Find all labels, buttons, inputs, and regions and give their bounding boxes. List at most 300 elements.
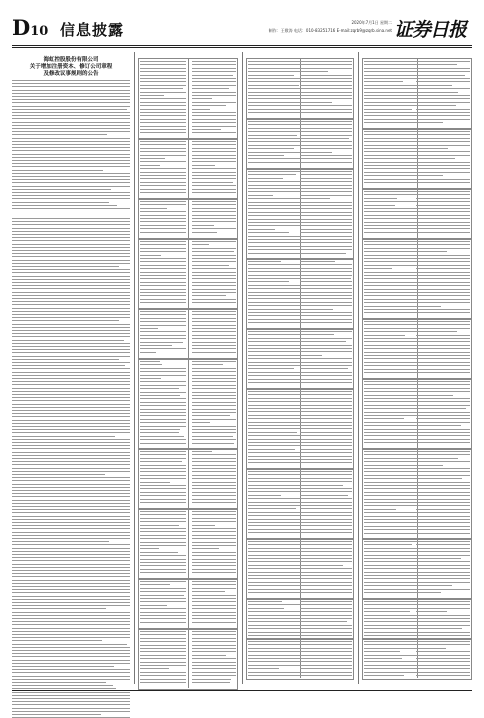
text-line <box>140 244 186 245</box>
text-line <box>12 106 130 107</box>
text-line <box>416 292 470 293</box>
text-line <box>416 225 470 226</box>
text-line <box>300 295 352 296</box>
text-line <box>364 665 420 666</box>
text-line <box>140 78 186 79</box>
text-line <box>364 468 420 469</box>
text-line <box>192 348 236 349</box>
text-line <box>12 532 130 533</box>
text-line <box>248 604 302 605</box>
text-line <box>416 345 470 346</box>
text-line <box>192 552 236 553</box>
text-line <box>192 565 236 566</box>
text-line <box>364 461 420 462</box>
text-line <box>140 268 186 269</box>
text-line <box>140 682 186 683</box>
text-line <box>12 304 130 305</box>
text-line <box>416 499 470 500</box>
text-line <box>12 487 130 488</box>
text-line <box>300 229 352 230</box>
text-line <box>300 278 351 279</box>
text-line <box>12 650 130 651</box>
text-line <box>140 658 186 659</box>
text-line <box>364 541 420 542</box>
text-line <box>12 525 130 526</box>
text-line <box>12 599 130 600</box>
text-line <box>416 401 470 402</box>
text-line <box>192 535 236 536</box>
text-line <box>192 148 236 149</box>
text-line <box>12 208 130 209</box>
text-line <box>192 392 236 393</box>
text-line <box>248 541 302 542</box>
text-line <box>140 148 186 149</box>
text-line <box>140 465 186 466</box>
text-line <box>12 247 130 248</box>
text-line <box>364 641 420 642</box>
text-line <box>300 61 352 62</box>
text-line <box>12 198 130 199</box>
text-line <box>300 668 352 669</box>
text-line <box>12 474 105 475</box>
text-line <box>416 478 462 479</box>
text-line <box>140 595 184 596</box>
text-line <box>300 541 352 542</box>
text-line <box>140 371 186 372</box>
text-line <box>364 398 420 399</box>
cell-divider <box>188 308 189 358</box>
text-line <box>300 382 352 383</box>
text-line <box>192 321 236 322</box>
text-line <box>248 95 302 96</box>
text-line <box>248 162 302 163</box>
text-line <box>300 355 322 356</box>
text-line <box>364 198 397 199</box>
text-line <box>416 465 443 466</box>
text-line <box>140 88 183 89</box>
text-line <box>364 585 418 586</box>
text-line <box>12 711 130 712</box>
text-line <box>416 658 470 659</box>
text-line <box>140 378 161 379</box>
text-line <box>192 115 236 116</box>
text-line <box>12 672 130 673</box>
text-line <box>140 285 186 286</box>
text-line <box>300 362 352 363</box>
text-line <box>12 343 130 344</box>
text-line <box>140 109 186 110</box>
text-line <box>248 348 302 349</box>
text-line <box>192 285 236 286</box>
text-line <box>140 221 186 222</box>
text-line <box>416 131 470 132</box>
text-line <box>416 432 470 433</box>
text-line <box>364 81 403 82</box>
text-line <box>12 166 130 167</box>
text-line <box>140 485 186 486</box>
text-line <box>192 168 236 169</box>
text-line <box>416 165 470 166</box>
text-line <box>416 244 470 245</box>
text-line <box>300 348 352 349</box>
text-line <box>192 175 236 176</box>
text-line <box>12 122 130 123</box>
text-line <box>364 391 420 392</box>
text-line <box>364 248 420 249</box>
text-line <box>364 324 420 325</box>
text-line <box>248 439 302 440</box>
text-line <box>140 289 186 290</box>
text-line <box>416 95 470 96</box>
text-line <box>416 278 470 279</box>
text-line <box>416 261 470 262</box>
text-line <box>416 88 470 89</box>
text-line <box>192 415 230 416</box>
text-line <box>300 285 352 286</box>
text-line <box>300 394 352 395</box>
text-line <box>364 68 420 69</box>
text-line <box>248 495 281 496</box>
text-line <box>364 578 420 579</box>
text-line <box>300 582 352 583</box>
text-line <box>416 604 470 605</box>
text-line <box>364 465 420 466</box>
text-line <box>192 502 236 503</box>
text-line <box>12 301 130 302</box>
text-line <box>192 328 236 329</box>
text-line <box>364 71 420 72</box>
text-line <box>248 355 302 356</box>
text-line <box>300 675 352 676</box>
text-line <box>12 138 130 139</box>
text-line <box>140 612 186 613</box>
text-line <box>300 145 352 146</box>
text-line <box>364 92 420 93</box>
text-line <box>416 561 470 562</box>
text-line <box>416 625 470 626</box>
text-line <box>192 211 236 212</box>
text-line <box>12 365 125 366</box>
text-line <box>300 288 352 289</box>
cell-divider <box>188 58 189 138</box>
text-line <box>300 592 352 593</box>
text-line <box>364 278 420 279</box>
text-line <box>192 368 236 369</box>
text-line <box>192 85 236 86</box>
text-line <box>140 192 186 193</box>
text-line <box>416 109 470 110</box>
text-line <box>248 474 302 475</box>
text-line <box>416 248 470 249</box>
text-line <box>416 435 470 436</box>
text-line <box>248 418 302 419</box>
text-line <box>300 658 352 659</box>
text-line <box>364 488 420 489</box>
text-line <box>192 595 236 596</box>
text-line <box>192 261 236 262</box>
text-line <box>300 519 352 520</box>
text-line <box>12 394 130 395</box>
text-line <box>364 115 420 116</box>
text-line <box>12 317 130 318</box>
text-line <box>248 668 279 669</box>
text-line <box>300 68 352 69</box>
text-line <box>140 282 186 283</box>
text-line <box>364 222 420 223</box>
text-line <box>300 178 352 179</box>
text-line <box>300 148 352 149</box>
text-line <box>300 672 352 673</box>
text-line <box>192 426 236 427</box>
text-line <box>192 272 236 273</box>
text-line <box>248 625 302 626</box>
text-line <box>248 131 302 132</box>
text-line <box>12 439 130 440</box>
text-line <box>12 112 130 113</box>
text-line <box>12 134 107 135</box>
text-line <box>364 61 420 62</box>
text-line <box>12 458 130 459</box>
text-line <box>364 75 420 76</box>
text-line <box>248 608 284 609</box>
text-line <box>364 151 420 152</box>
text-line <box>300 64 352 65</box>
text-line <box>140 392 186 393</box>
cell-divider <box>300 118 301 168</box>
text-line <box>248 394 302 395</box>
text-line <box>364 122 420 123</box>
text-line <box>416 644 470 645</box>
text-line <box>248 462 302 463</box>
text-line <box>248 661 302 662</box>
text-line <box>248 205 302 206</box>
text-line <box>364 388 420 389</box>
text-line <box>12 695 130 696</box>
text-line <box>140 185 186 186</box>
text-line <box>248 655 302 656</box>
text-line <box>364 358 420 359</box>
text-line <box>192 221 236 222</box>
text-line <box>300 309 333 310</box>
text-line <box>364 492 420 493</box>
text-line <box>12 637 130 638</box>
text-line <box>300 372 352 373</box>
text-line <box>300 188 352 189</box>
text-line <box>140 119 186 120</box>
text-line <box>364 302 420 303</box>
text-line <box>300 141 352 142</box>
text-line <box>192 185 236 186</box>
text-line <box>192 225 214 226</box>
text-line <box>364 604 420 605</box>
text-line <box>140 651 186 652</box>
text-line <box>300 112 352 113</box>
text-line <box>12 608 106 609</box>
text-line <box>192 492 236 493</box>
text-line <box>300 181 352 182</box>
text-line <box>192 265 229 266</box>
text-line <box>416 551 470 552</box>
article-column <box>12 50 130 686</box>
text-line <box>192 278 236 279</box>
text-line <box>12 660 130 661</box>
text-line <box>12 192 130 193</box>
text-line <box>248 191 302 192</box>
page-digits: 10 <box>30 24 49 39</box>
text-line <box>192 458 236 459</box>
text-line <box>416 611 447 612</box>
text-line <box>140 548 159 549</box>
text-line <box>300 422 352 423</box>
text-line <box>12 541 109 542</box>
text-line <box>12 423 130 424</box>
text-line <box>300 408 352 409</box>
text-line <box>416 191 470 192</box>
text-line <box>12 378 130 379</box>
text-line <box>364 355 420 356</box>
text-line <box>192 439 236 440</box>
text-line <box>300 322 352 323</box>
text-line <box>192 64 236 65</box>
text-line <box>12 580 130 581</box>
text-line <box>416 468 470 469</box>
text-line <box>364 348 420 349</box>
text-line <box>192 682 230 683</box>
text-line <box>416 92 458 93</box>
text-line <box>140 189 186 190</box>
text-line <box>140 591 186 592</box>
text-line <box>192 215 236 216</box>
text-line <box>364 255 420 256</box>
text-line <box>12 128 130 129</box>
text-line <box>12 266 119 267</box>
text-line <box>12 480 130 481</box>
text-line <box>192 311 236 312</box>
text-line <box>192 422 210 423</box>
text-line <box>300 109 352 110</box>
text-line <box>140 328 158 329</box>
text-line <box>140 302 186 303</box>
text-line <box>248 305 302 306</box>
text-line <box>192 615 236 616</box>
text-line <box>416 621 470 622</box>
text-line <box>192 61 236 62</box>
text-line <box>192 158 236 159</box>
text-line <box>300 246 352 247</box>
text-line <box>248 456 302 457</box>
text-line <box>416 268 470 269</box>
column-divider <box>134 52 135 684</box>
text-line <box>192 109 210 110</box>
text-line <box>248 141 302 142</box>
text-line <box>12 150 130 151</box>
text-line <box>12 653 130 654</box>
text-line <box>140 572 186 573</box>
text-line <box>300 158 352 159</box>
text-line <box>140 514 186 515</box>
text-line <box>192 201 236 202</box>
text-line <box>140 105 186 106</box>
text-line <box>364 555 420 556</box>
text-line <box>140 608 186 609</box>
text-line <box>12 631 130 632</box>
text-line <box>12 698 130 699</box>
text-line <box>12 557 130 558</box>
text-line <box>140 605 167 606</box>
text-line <box>248 236 302 237</box>
text-line <box>192 514 236 515</box>
text-line <box>140 265 186 266</box>
text-line <box>364 182 420 183</box>
text-line <box>12 544 130 545</box>
text-line <box>364 526 420 527</box>
text-line <box>416 119 470 120</box>
text-line <box>364 251 420 252</box>
text-line <box>140 618 186 619</box>
text-line <box>364 668 420 669</box>
text-line <box>300 351 352 352</box>
text-line <box>248 202 302 203</box>
text-line <box>140 95 164 96</box>
text-line <box>300 439 352 440</box>
text-line <box>300 198 330 199</box>
text-line <box>12 612 130 613</box>
text-line <box>192 172 236 173</box>
text-line <box>248 185 302 186</box>
text-line <box>300 81 352 82</box>
text-line <box>140 672 186 673</box>
text-line <box>248 362 302 363</box>
text-line <box>248 648 302 649</box>
text-line <box>248 298 302 299</box>
text-line <box>140 144 186 145</box>
text-line <box>12 125 130 126</box>
text-line <box>192 251 234 252</box>
text-line <box>248 138 302 139</box>
text-line <box>140 295 186 296</box>
text-line <box>140 495 186 496</box>
text-line <box>416 672 470 673</box>
text-line <box>140 521 186 522</box>
text-line <box>140 499 186 500</box>
text-line <box>364 295 420 296</box>
text-line <box>140 241 186 242</box>
text-line <box>248 372 302 373</box>
text-line <box>192 182 233 183</box>
text-line <box>192 189 236 190</box>
page-number <box>12 17 48 38</box>
text-line <box>300 219 352 220</box>
text-line <box>12 596 130 597</box>
text-line <box>12 352 130 353</box>
text-line <box>12 484 130 485</box>
text-line <box>300 618 352 619</box>
text-line <box>192 335 236 336</box>
text-line <box>12 448 130 449</box>
text-line <box>248 68 302 69</box>
text-line <box>12 496 130 497</box>
text-line <box>140 64 186 65</box>
text-line <box>416 141 470 142</box>
text-line <box>300 232 352 233</box>
text-line <box>364 345 420 346</box>
text-line <box>364 661 420 662</box>
text-line <box>192 436 233 437</box>
text-line <box>248 561 302 562</box>
text-line <box>416 461 470 462</box>
text-line <box>300 102 332 103</box>
text-line <box>12 102 130 103</box>
